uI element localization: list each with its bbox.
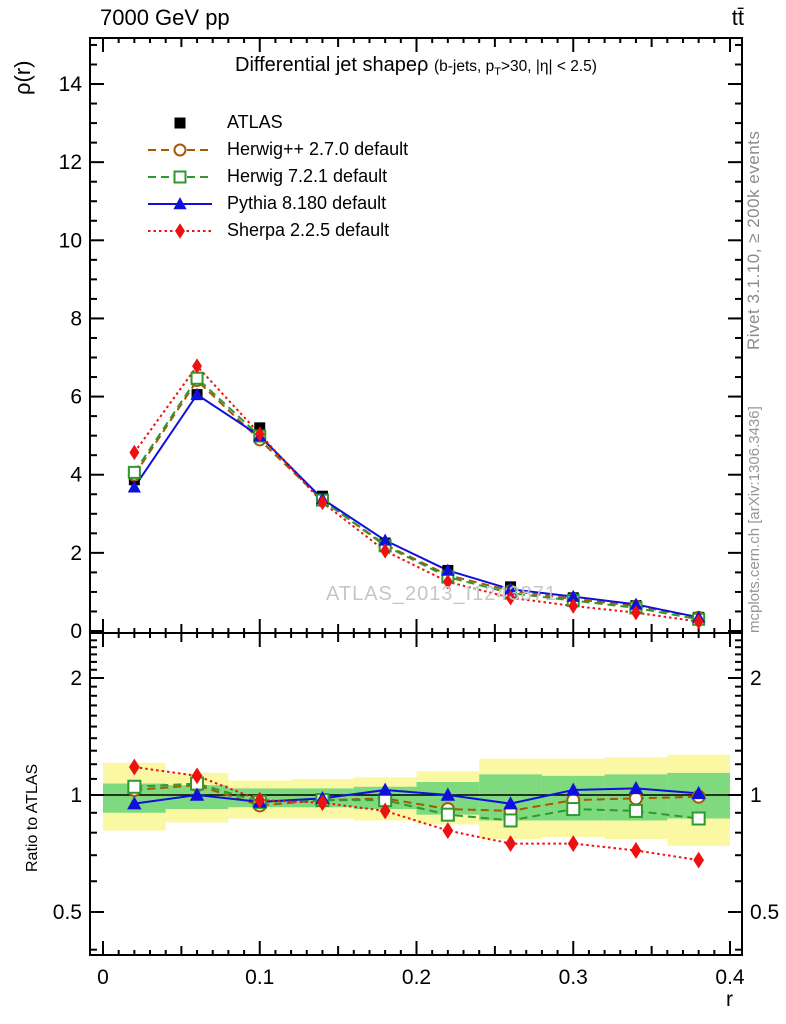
svg-text:4: 4 bbox=[70, 463, 82, 487]
legend bbox=[146, 109, 408, 244]
svg-text:10: 10 bbox=[58, 229, 82, 253]
ratio-y-axis-title: Ratio to ATLAS bbox=[24, 763, 41, 872]
svg-text:14: 14 bbox=[58, 73, 82, 97]
legend-label: ATLAS bbox=[227, 112, 283, 132]
mcplots-arxiv-note: mcplots.cern.ch [arXiv:1306.3436] bbox=[746, 406, 763, 633]
svg-text:12: 12 bbox=[58, 151, 82, 175]
beam-energy-label: 7000 GeV pp bbox=[100, 5, 230, 30]
svg-text:0.5: 0.5 bbox=[750, 901, 780, 925]
square-filled-legend-icon bbox=[146, 112, 214, 134]
legend-item bbox=[146, 163, 408, 190]
diamond-filled-legend-icon bbox=[146, 220, 214, 242]
process-label: tt̄ bbox=[731, 5, 744, 30]
svg-text:0.1: 0.1 bbox=[245, 966, 275, 989]
svg-text:2: 2 bbox=[750, 666, 762, 690]
plot-title-main: Differential jet shapeρ bbox=[235, 54, 429, 76]
svg-text:0: 0 bbox=[70, 620, 82, 643]
svg-text:0.4: 0.4 bbox=[715, 966, 745, 989]
top-y-axis-title: ρ(r) bbox=[10, 60, 35, 95]
x-axis-title: r bbox=[726, 988, 733, 1011]
svg-text:1: 1 bbox=[70, 784, 82, 807]
rivet-version-note: Rivet 3.1.10, ≥ 200k events bbox=[744, 130, 763, 350]
legend-item bbox=[146, 190, 408, 217]
legend-item bbox=[146, 136, 408, 163]
plot-title bbox=[90, 54, 742, 78]
analysis-watermark: ATLAS_2013_I1243871 bbox=[326, 583, 558, 605]
legend-label: Pythia 8.180 default bbox=[227, 193, 387, 213]
svg-text:2: 2 bbox=[70, 541, 82, 565]
svg-text:0.5: 0.5 bbox=[52, 901, 82, 925]
svg-text:0: 0 bbox=[97, 966, 109, 989]
square-open-legend-icon bbox=[146, 166, 214, 188]
triangle-filled-legend-icon bbox=[146, 193, 214, 215]
svg-text:2: 2 bbox=[70, 666, 82, 690]
svg-text:0.2: 0.2 bbox=[401, 966, 432, 989]
legend-item bbox=[146, 109, 408, 136]
legend-label: Sherpa 2.2.5 default bbox=[227, 220, 390, 240]
svg-text:8: 8 bbox=[70, 307, 82, 331]
legend-item bbox=[146, 217, 408, 244]
plot-title-cuts: (b-jets, $p_T>30$, |η| < 2.5) bbox=[433, 58, 597, 79]
svg-text:1: 1 bbox=[750, 784, 762, 807]
svg-text:6: 6 bbox=[70, 385, 82, 409]
legend-label: Herwig 7.2.1 default bbox=[227, 166, 388, 186]
circle-open-legend-icon bbox=[146, 139, 214, 161]
svg-text:0.3: 0.3 bbox=[558, 966, 588, 989]
legend-label: Herwig++ 2.7.0 default bbox=[227, 139, 409, 159]
